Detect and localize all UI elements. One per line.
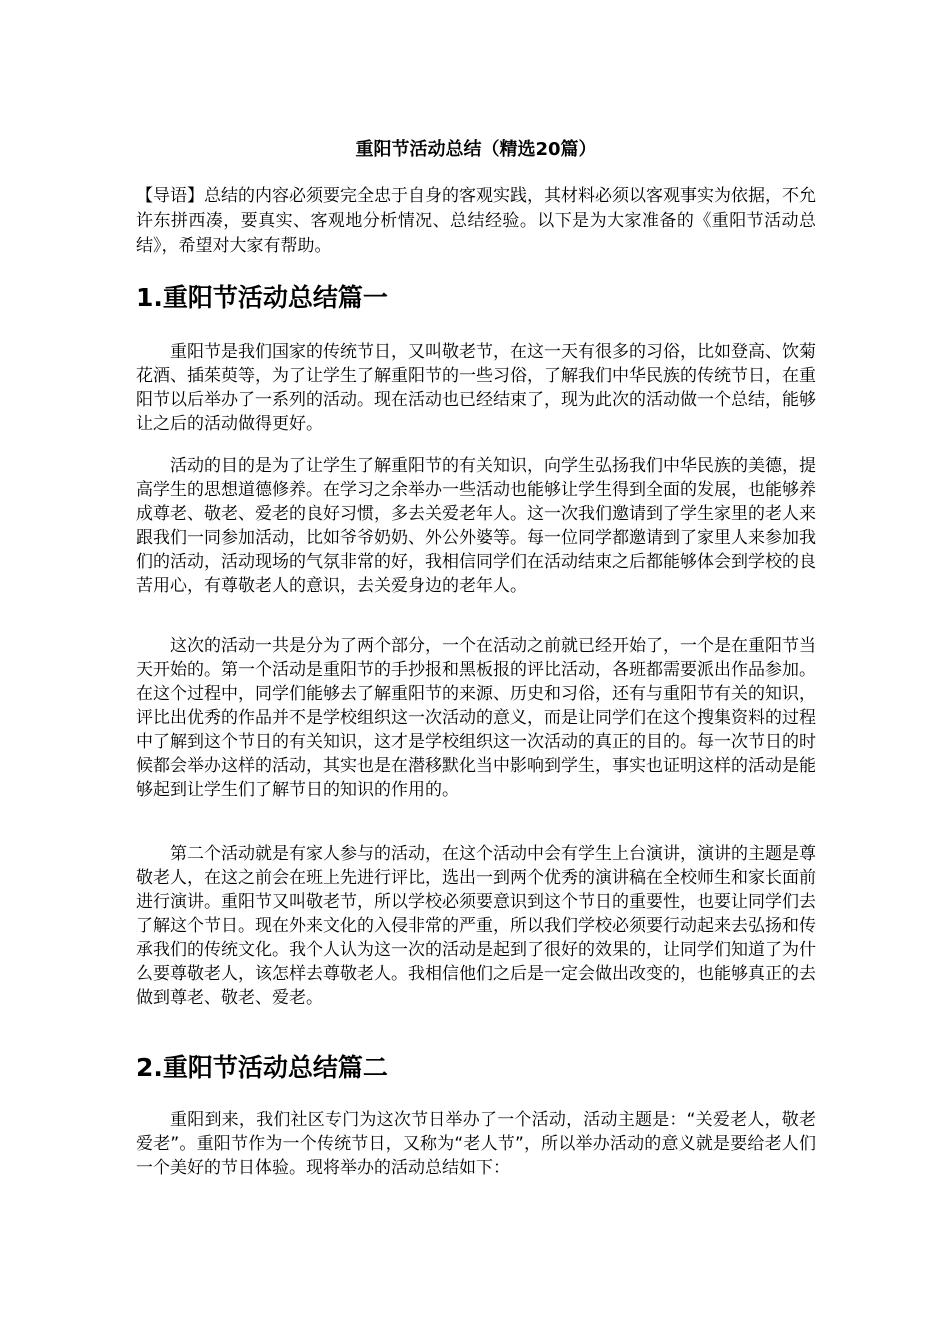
section-heading-2: 2.重阳节活动总结篇二 [136, 1053, 388, 1082]
section-2-paragraph-1: 重阳到来，我们社区专门为这次节日举办了一个活动，活动主题是：“关爱老人，敬老爱老”。重阳节作为一个传统节日，又称为“老人节”，所以举办活动的意义就是要给老人们一个美好的节日体验。现将举办的活动总结如下： [136, 1110, 816, 1178]
section-heading-1: 1.重阳节活动总结篇一 [136, 283, 388, 312]
section-1-paragraph-3: 这次的活动一共是分为了两个部分，一个在活动之前就已经开始了，一个是在重阳节当天开始的。第一个活动是重阳节的手抄报和黑板报的评比活动，各班都需要派出作品参加。在这个过程中，同学们能够去了解重阳节的来源、历史和习俗，还有与重阳节有关的知识，评比出优秀的作品并不是学校组织这一次活动的意义，而是让同学们在这个搜集资料的过程中了解到这个节日的有关知识，这才是学校组织这一次活动的真正的目的。每一次节日的时候都会举办这样的活动，其实也是在潜移默化当中影响到学生，事实也证明这样的活动是能够起到让学生们了解节日的知识的作用的。 [136, 636, 816, 800]
intro-paragraph: 【导语】总结的内容必须要完全忠于自身的客观实践，其材料必须以客观事实为依据，不允许东拼西凑，要真实、客观地分析情况、总结经验。以下是为大家准备的《重阳节活动总结》，希望对大家有帮助。 [136, 186, 816, 256]
section-1-paragraph-2: 活动的目的是为了让学生了解重阳节的有关知识，向学生弘扬我们中华民族的美德，提高学生的思想道德修养。在学习之余举办一些活动也能够让学生得到全面的发展，也能够养成尊老、敬老、爱老的良好习惯，多去关爱老年人。这一次我们邀请到了学生家里的老人来跟我们一同参加活动，比如爷爷奶奶、外公外婆等。每一位同学都邀请到了家里人来参加我们的活动，活动现场的气氛非常的好，我相信同学们在活动结束之后都能够体会到学校的良苦用心，有尊敬老人的意识，去关爱身边的老年人。 [136, 456, 816, 596]
section-1-paragraph-4: 第二个活动就是有家人参与的活动，在这个活动中会有学生上台演讲，演讲的主题是尊敬老人，在这之前会在班上先进行评比，选出一到两个优秀的演讲稿在全校师生和家长面前进行演讲。重阳节又叫敬老节，所以学校必须要意识到这个节日的重要性，也要让同学们去了解这个节日。现在外来文化的入侵非常的严重，所以我们学校必须要行动起来去弘扬和传承我们的传统文化。我个人认为这一次的活动是起到了很好的效果的，让同学们知道了为什么要尊敬老人，该怎样去尊敬老人。我相信他们之后是一定会做出改变的，也能够真正的去做到尊老、敬老、爱老。 [136, 844, 816, 1008]
document-title: 重阳节活动总结（精选20篇） [355, 139, 597, 160]
section-1-paragraph-1: 重阳节是我们国家的传统节日，又叫敬老节，在这一天有很多的习俗，比如登高、饮菊花酒、插茱萸等，为了让学生了解重阳节的一些习俗，了解我们中华民族的传统节日，在重阳节以后举办了一系列的活动。现在活动也已经结束了，现为此次的活动做一个总结，能够让之后的活动做得更好。 [136, 342, 816, 434]
